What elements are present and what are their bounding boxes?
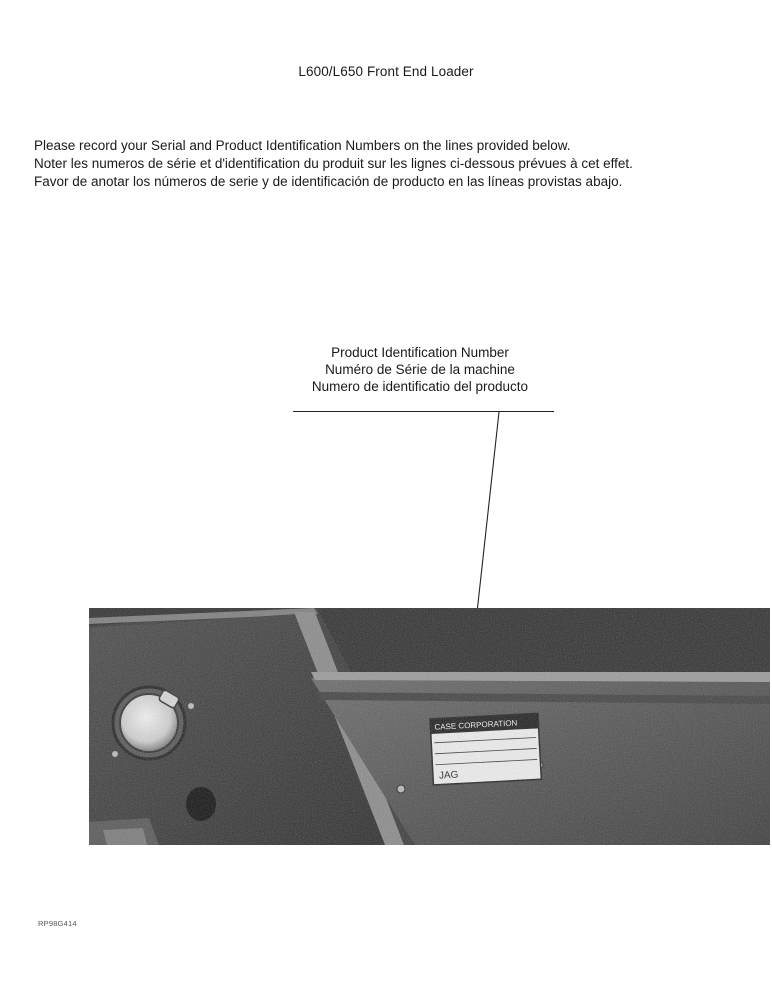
pin-label-english: Product Identification Number <box>331 345 509 360</box>
instruction-english: Please record your Serial and Product Identification Numbers on the lines provided below. <box>34 138 571 153</box>
document-title: L600/L650 Front End Loader <box>298 64 474 79</box>
loader-frame-photo <box>89 608 770 845</box>
pin-label-french: Numéro de Série de la machine <box>325 362 515 377</box>
instruction-french: Noter les numeros de série et d'identification du produit sur les lignes ci-dessous prévues à cet effet. <box>34 156 633 171</box>
instruction-spanish: Favor de anotar los números de serie y de identificación de producto en las líneas provistas abajo. <box>34 174 623 189</box>
pin-label-spanish: Numero de identificatio del producto <box>311 379 529 394</box>
figure-reference: RP98G414 <box>38 919 77 928</box>
